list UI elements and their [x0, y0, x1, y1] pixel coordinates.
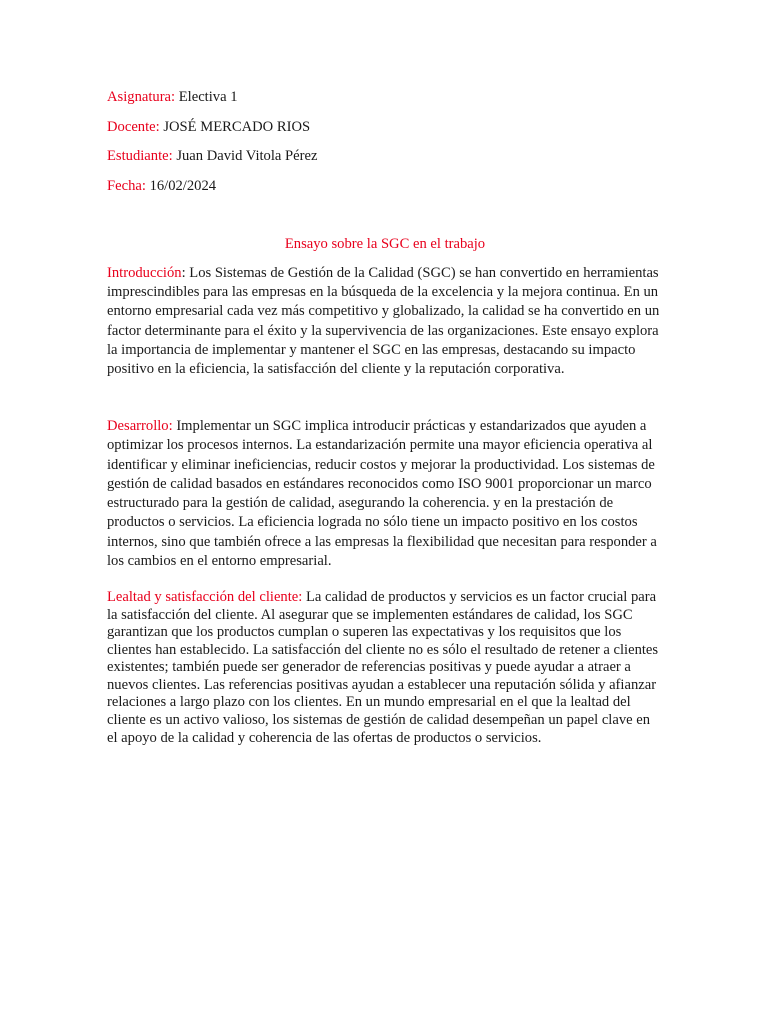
subject-value: Electiva 1 [178, 89, 238, 105]
date-line [107, 177, 663, 196]
subject-line [107, 88, 663, 107]
teacher-line [107, 118, 663, 137]
date-label: Fecha: [107, 178, 146, 195]
student-line [107, 147, 663, 166]
loyalty-paragraph [107, 589, 663, 747]
development-label: Desarrollo: [107, 418, 173, 435]
introduction-label: Introducción [107, 265, 182, 282]
loyalty-label: Lealtad y satisfacción del cliente: [107, 588, 303, 605]
loyalty-text: La calidad de productos y servicios es un factor crucial para la satisfacción del cliente. Al asegurar que se implementen estándares de calidad, los SGC garantizan que los productos cumplan o superen las expectativas y los requisitos que los clientes han establecido. La satisfacción del cliente no es sólo el resultado de retener a clientes existentes; también puede ser generador de referencias positivas y puede ayudar a atraer a nuevos clientes. Las referencias positivas ayudan a establecer una reputación sólida y afianzar relaciones a largo plazo con los clientes. En un mundo empresarial en el que la lealtad del cliente es un activo valioso, los sistemas de gestión de calidad desempeñan un papel clave en el apoyo de la calidad y coherencia de las ofertas de productos o servicios. [107, 588, 659, 746]
student-value: Juan David Vitola Pérez [176, 148, 318, 165]
development-paragraph [107, 417, 663, 571]
introduction-separator: : [181, 265, 190, 282]
student-label: Estudiante: [107, 148, 173, 165]
introduction-paragraph [107, 264, 663, 379]
introduction-text: Los Sistemas de Gestión de la Calidad (SGC) se han convertido en herramientas imprescindibles para las empresas en la búsqueda de la excelencia y la mejora continua. En un entorno empresarial cada vez más competitivo y globalizado, la calidad se ha convertido en un factor determinante para el éxito y la supervivencia de las organizaciones. Este ensayo explora la importancia de implementar y mantener el SGC en las empresas, destacando su impacto positivo en la eficiencia, la satisfacción del cliente y la reputación corporativa. [107, 265, 660, 378]
teacher-value: JOSÉ MERCADO RIOS [163, 118, 311, 135]
subject-label: Asignatura: [107, 89, 176, 105]
date-value: 16/02/2024 [149, 178, 217, 195]
development-text: Implementar un SGC implica introducir prácticas y estandarizados que ayuden a optimizar los procesos internos. La estandarización permite una mayor eficiencia operativa al identificar y eliminar ineficiencias, reducir costos y mejorar la productividad. Los sistemas de gestión de calidad basados en estándares reconocidos como ISO 9001 proporcionar un marco estructurado para la gestión de calidad, asegurando la coherencia. y en la prestación de productos o servicios. La eficiencia lograda no sólo tiene un impacto positivo en los costos internos, sino que también ofrece a las empresas la flexibilidad que necesitan para responder a los cambios en el entorno empresarial. [107, 418, 657, 569]
teacher-label: Docente: [107, 118, 160, 135]
document-page [107, 88, 663, 747]
essay-title: Ensayo sobre la SGC en el trabajo [284, 236, 486, 253]
